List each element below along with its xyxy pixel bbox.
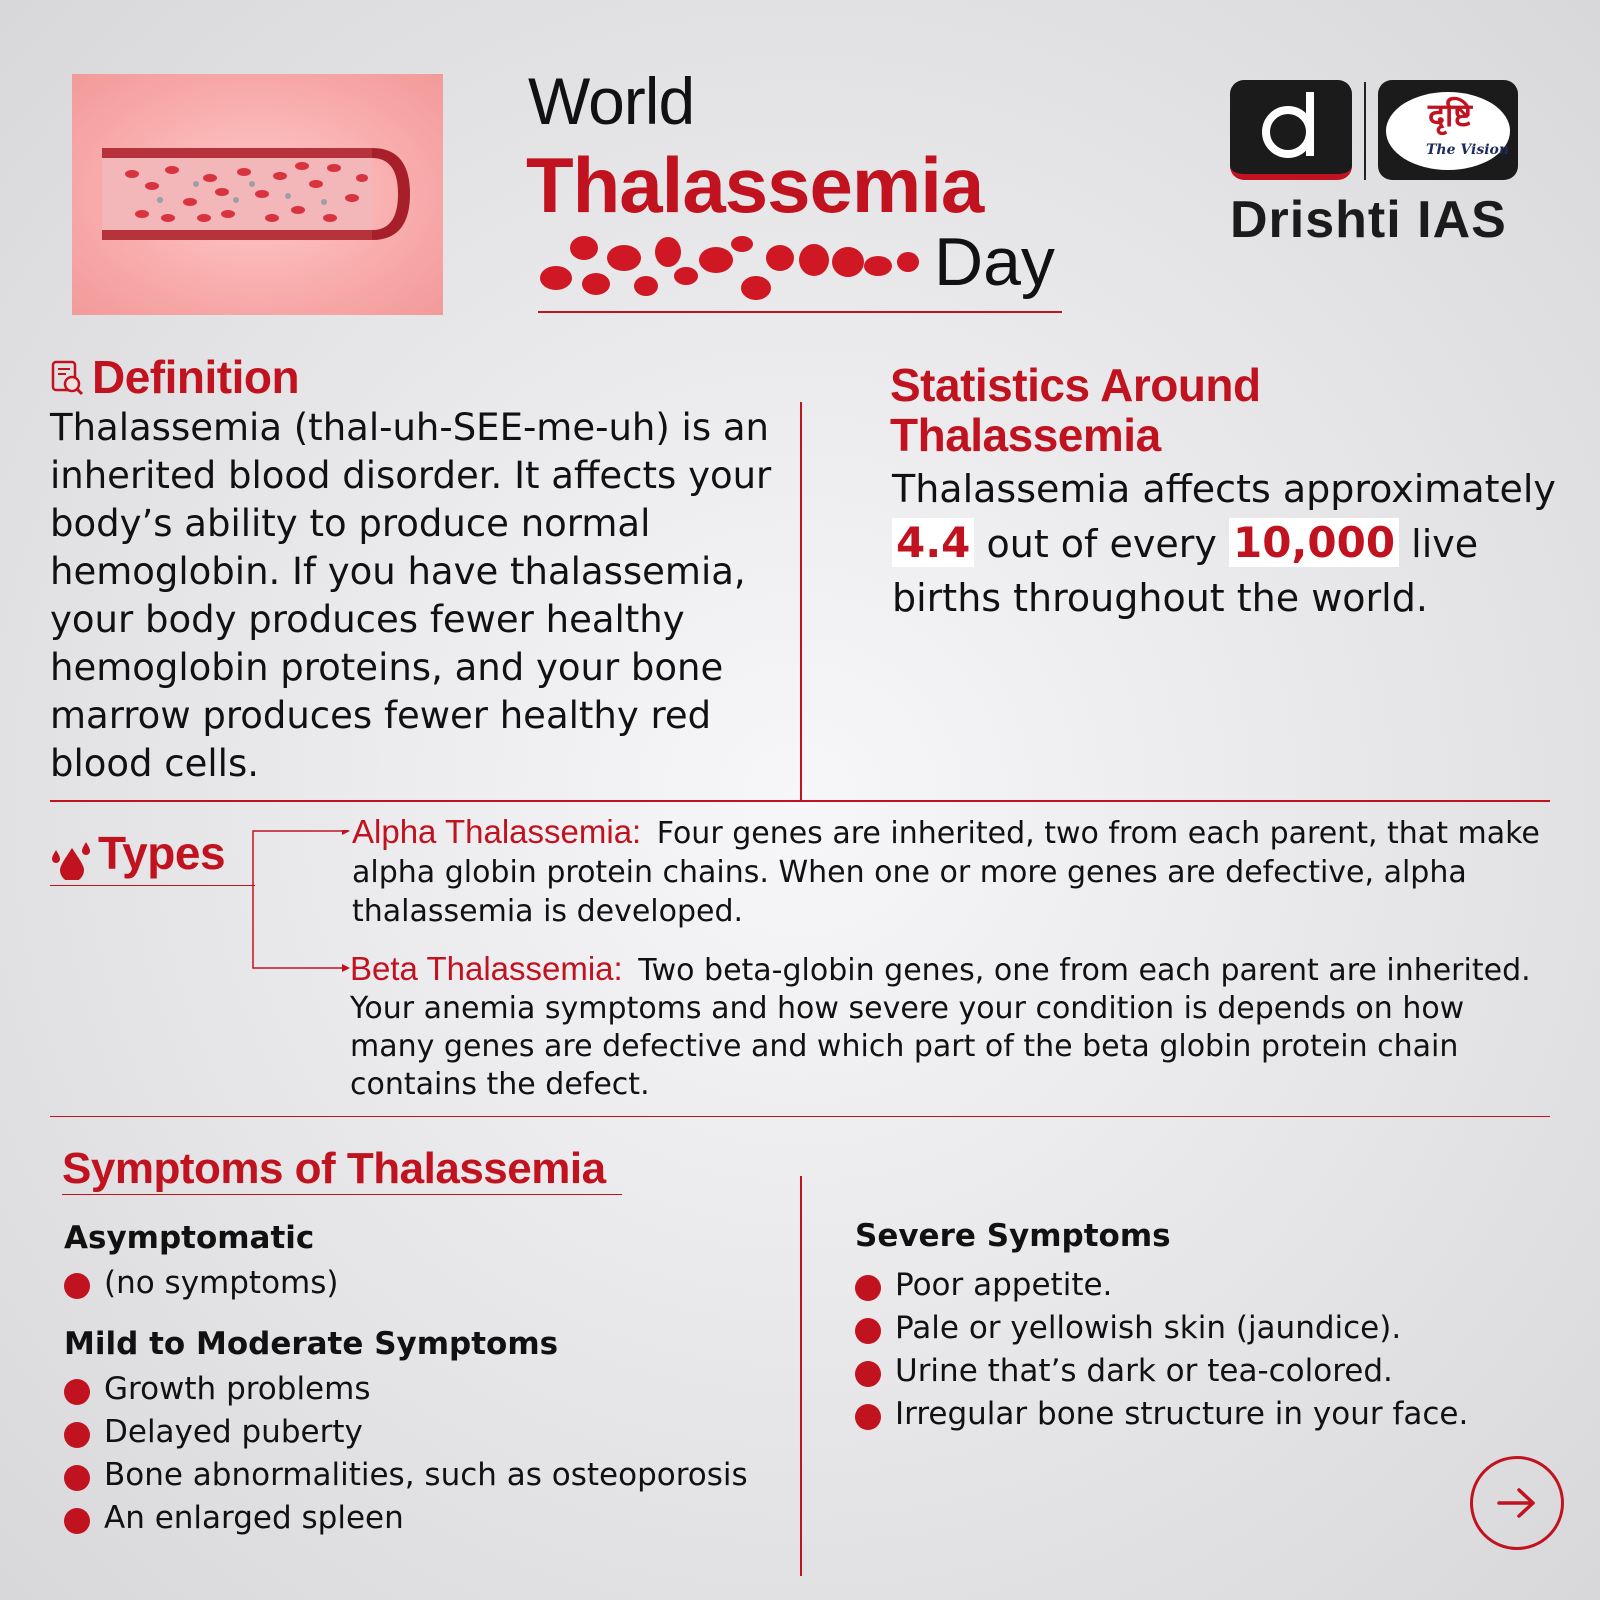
logo-separator — [1364, 82, 1366, 180]
stats-text-1: Thalassemia affects approximately — [892, 467, 1556, 511]
red-blood-cells-decoration — [536, 226, 931, 310]
type-text-alpha: Four genes are inherited, two from each parent, that make alpha globin protein chains. When one or more genes are defective, alpha thalassemia is developed. — [352, 816, 1540, 929]
types-heading: Types — [98, 827, 226, 879]
bullet-dot — [64, 1465, 90, 1491]
blood-drops-icon — [50, 840, 92, 884]
types-connector-lines — [252, 830, 352, 984]
list-item-text: An enlarged spleen — [104, 1500, 404, 1536]
divider-vertical-top — [800, 402, 802, 800]
bullet-dot — [855, 1404, 881, 1430]
title-thalassemia: Thalassemia — [526, 141, 984, 229]
list-item — [64, 1411, 748, 1454]
bullet-dot — [855, 1318, 881, 1344]
arrow-right-icon — [1495, 1485, 1539, 1521]
type-item-alpha — [352, 812, 1552, 931]
list-item-text: (no symptoms) — [104, 1265, 339, 1301]
bullet-dot — [64, 1508, 90, 1534]
mild-symptoms-list — [64, 1368, 748, 1540]
severe-symptoms-heading: Severe Symptoms — [855, 1218, 1171, 1254]
bullet-dot — [64, 1273, 90, 1299]
list-item-text: Delayed puberty — [104, 1414, 363, 1450]
list-item — [855, 1350, 1468, 1393]
title-day: Day — [934, 224, 1055, 300]
type-item-beta — [350, 950, 1550, 1104]
next-button[interactable] — [1470, 1456, 1564, 1550]
type-text-beta: Two beta-globin genes, one from each parent are inherited. Your anemia symptoms and how severe your condition is depends on how many genes are defective and which part of the beta globin protein chain contains the defect. — [350, 953, 1531, 1102]
logo-name: Drishti IAS — [1230, 191, 1507, 249]
type-label-alpha: Alpha Thalassemia: — [352, 813, 642, 850]
stats-value-ratio: 4.4 — [892, 518, 974, 567]
type-label-beta: Beta Thalassemia: — [350, 950, 623, 987]
divider-horizontal-1 — [50, 800, 1550, 802]
list-item — [855, 1393, 1468, 1436]
list-item — [855, 1264, 1468, 1307]
blood-vessel-illustration — [72, 74, 443, 315]
logo-tagline: The Vision — [1426, 142, 1510, 158]
logo-hindi-text: दृष्टि — [1428, 96, 1472, 134]
symptoms-heading: Symptoms of Thalassemia — [62, 1144, 606, 1193]
list-item — [64, 1497, 748, 1540]
mild-symptoms-heading: Mild to Moderate Symptoms — [64, 1326, 559, 1362]
stats-value-births: 10,000 — [1229, 518, 1399, 567]
definition-text: Thalassemia (thal-uh-SEE-me-uh) is an inherited blood disorder. It affects your body’s ability to produce normal hemoglobin. If you have thalassemia, your body produces fewer healthy hemoglobin proteins, and your bone marrow produces fewer healthy red blood cells. — [50, 406, 772, 785]
divider-horizontal-2 — [50, 1116, 1550, 1117]
divider-vertical-bottom — [800, 1176, 802, 1576]
list-item-text: Irregular bone structure in your face. — [895, 1396, 1469, 1432]
stats-text-2: out of every — [986, 522, 1217, 566]
bullet-dot — [855, 1361, 881, 1387]
statistics-heading: Statistics Around Thalassemia — [890, 359, 1261, 461]
list-item-text: Pale or yellowish skin (jaundice). — [895, 1310, 1402, 1346]
list-item-text: Urine that’s dark or tea-colored. — [895, 1353, 1393, 1389]
title-underline — [538, 311, 1062, 313]
list-item-text: Growth problems — [104, 1371, 371, 1407]
the-vision-logo — [1378, 80, 1518, 180]
list-item — [64, 1454, 748, 1497]
list-item — [855, 1307, 1468, 1350]
asymptomatic-list — [64, 1262, 339, 1305]
stats-text-3: live births throughout the world. — [892, 522, 1479, 620]
definition-heading: Definition — [92, 351, 300, 403]
title-world: World — [528, 64, 695, 138]
statistics-text — [892, 462, 1592, 625]
document-search-icon — [50, 360, 84, 400]
list-item-text: Poor appetite. — [895, 1267, 1113, 1303]
list-item — [64, 1368, 748, 1411]
types-underline — [50, 885, 255, 886]
severe-symptoms-list — [855, 1264, 1468, 1436]
asymptomatic-heading: Asymptomatic — [64, 1220, 315, 1256]
bullet-dot — [64, 1422, 90, 1448]
bullet-dot — [64, 1379, 90, 1405]
symptoms-underline — [62, 1194, 622, 1195]
list-item-text: Bone abnormalities, such as osteoporosis — [104, 1457, 748, 1493]
list-item — [64, 1262, 339, 1305]
drishti-d-logo — [1230, 80, 1352, 180]
bullet-dot — [855, 1275, 881, 1301]
